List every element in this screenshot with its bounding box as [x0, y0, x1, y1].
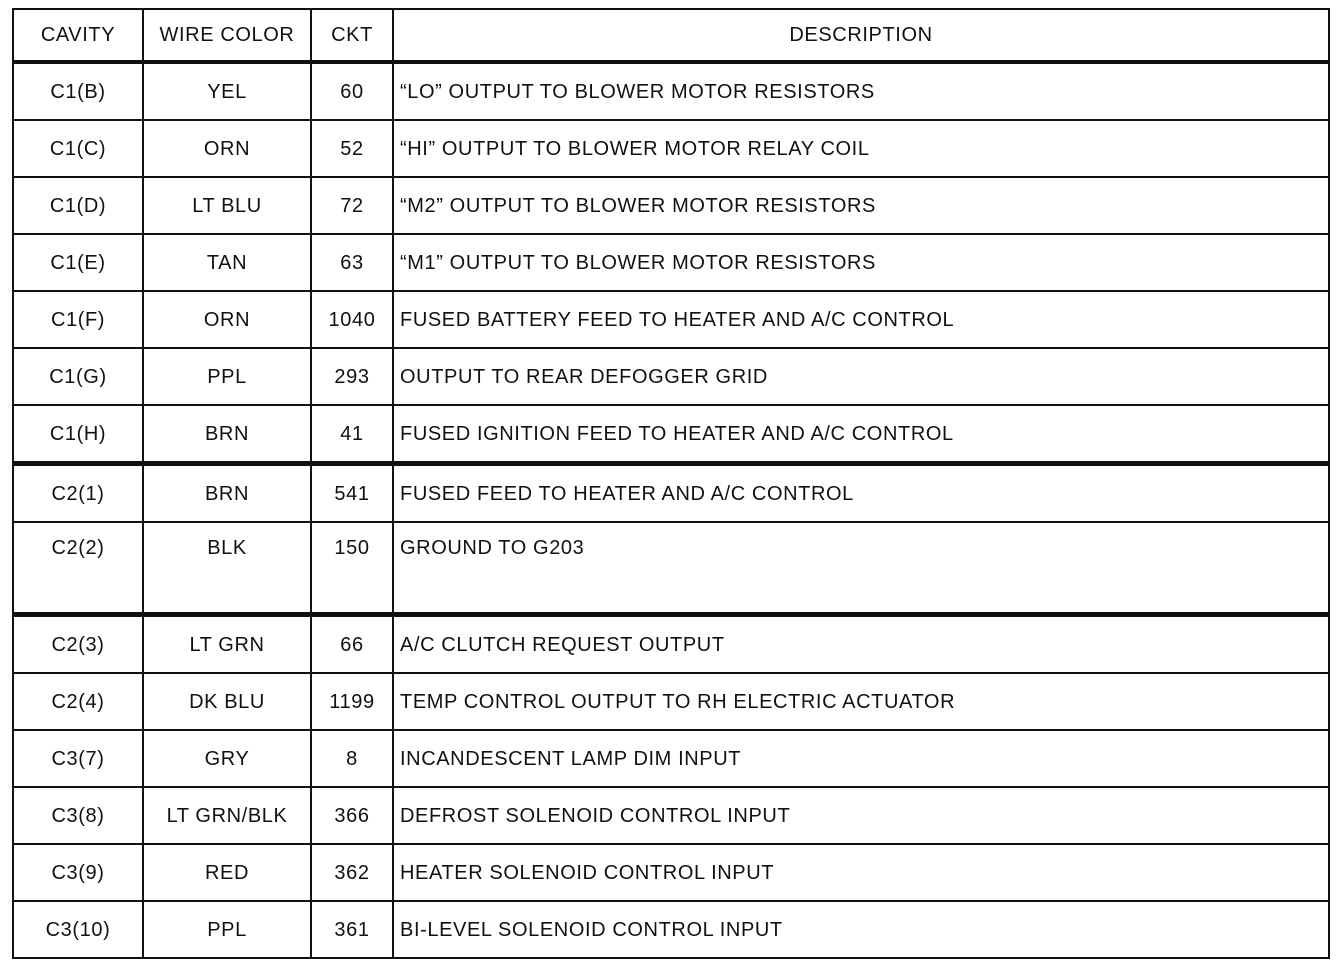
header-row: [14, 10, 1330, 64]
ckt-cell: 1040: [312, 292, 394, 349]
table-row: [14, 178, 1330, 235]
cavity-cell: C1(H): [14, 406, 144, 463]
cavity-cell: C1(C): [14, 121, 144, 178]
wire-color-cell: ORN: [144, 292, 312, 349]
table-row: [14, 406, 1330, 463]
ckt-cell: 366: [312, 788, 394, 845]
cavity-cell: C3(9): [14, 845, 144, 902]
ckt-cell: 362: [312, 845, 394, 902]
wire-color-cell: BRN: [144, 463, 312, 523]
ckt-cell: 41: [312, 406, 394, 463]
description-cell: “M2” OUTPUT TO BLOWER MOTOR RESISTORS: [394, 178, 1330, 235]
ckt-cell: 150: [312, 523, 394, 614]
connector-pinout-table: [12, 8, 1330, 959]
description-cell: FUSED IGNITION FEED TO HEATER AND A/C CONTROL: [394, 406, 1330, 463]
wire-color-cell: GRY: [144, 731, 312, 788]
wire-color-cell: YEL: [144, 64, 312, 121]
table-row: [14, 523, 1330, 614]
wire-color-cell: BLK: [144, 523, 312, 614]
cavity-cell: C3(10): [14, 902, 144, 959]
ckt-cell: 541: [312, 463, 394, 523]
wire-color-cell: LT BLU: [144, 178, 312, 235]
wire-color-cell: BRN: [144, 406, 312, 463]
table-row: [14, 788, 1330, 845]
table-row: [14, 674, 1330, 731]
description-cell: BI-LEVEL SOLENOID CONTROL INPUT: [394, 902, 1330, 959]
table-row: [14, 64, 1330, 121]
ckt-cell: 293: [312, 349, 394, 406]
table-row: [14, 121, 1330, 178]
wire-color-cell: ORN: [144, 121, 312, 178]
description-cell: TEMP CONTROL OUTPUT TO RH ELECTRIC ACTUATOR: [394, 674, 1330, 731]
header-wire-color: WIRE COLOR: [144, 10, 312, 64]
ckt-cell: 63: [312, 235, 394, 292]
wire-color-cell: LT GRN/BLK: [144, 788, 312, 845]
cavity-cell: C1(F): [14, 292, 144, 349]
table-row: [14, 731, 1330, 788]
cavity-cell: C1(G): [14, 349, 144, 406]
ckt-cell: 361: [312, 902, 394, 959]
ckt-cell: 1199: [312, 674, 394, 731]
wire-color-cell: LT GRN: [144, 614, 312, 674]
table-row: [14, 235, 1330, 292]
table-row: [14, 349, 1330, 406]
cavity-cell: C2(4): [14, 674, 144, 731]
description-cell: FUSED FEED TO HEATER AND A/C CONTROL: [394, 463, 1330, 523]
description-cell: “M1” OUTPUT TO BLOWER MOTOR RESISTORS: [394, 235, 1330, 292]
cavity-cell: C3(7): [14, 731, 144, 788]
wire-color-cell: PPL: [144, 902, 312, 959]
pinout-sheet: [12, 8, 1328, 958]
header-ckt: CKT: [312, 10, 394, 64]
ckt-cell: 52: [312, 121, 394, 178]
cavity-cell: C2(2): [14, 523, 144, 614]
description-cell: FUSED BATTERY FEED TO HEATER AND A/C CONTROL: [394, 292, 1330, 349]
table-row: [14, 902, 1330, 959]
description-cell: “LO” OUTPUT TO BLOWER MOTOR RESISTORS: [394, 64, 1330, 121]
table-row: [14, 845, 1330, 902]
ckt-cell: 72: [312, 178, 394, 235]
table-row: [14, 292, 1330, 349]
wire-color-cell: TAN: [144, 235, 312, 292]
wire-color-cell: PPL: [144, 349, 312, 406]
cavity-cell: C1(B): [14, 64, 144, 121]
description-cell: DEFROST SOLENOID CONTROL INPUT: [394, 788, 1330, 845]
cavity-cell: C3(8): [14, 788, 144, 845]
ckt-cell: 60: [312, 64, 394, 121]
ckt-cell: 66: [312, 614, 394, 674]
header-cavity: CAVITY: [14, 10, 144, 64]
cavity-cell: C1(D): [14, 178, 144, 235]
cavity-cell: C1(E): [14, 235, 144, 292]
wire-color-cell: DK BLU: [144, 674, 312, 731]
table-row: [14, 614, 1330, 674]
cavity-cell: C2(1): [14, 463, 144, 523]
description-cell: INCANDESCENT LAMP DIM INPUT: [394, 731, 1330, 788]
description-cell: HEATER SOLENOID CONTROL INPUT: [394, 845, 1330, 902]
description-cell: GROUND TO G203: [394, 523, 1330, 614]
table-row: [14, 463, 1330, 523]
header-description: DESCRIPTION: [394, 10, 1330, 64]
wire-color-cell: RED: [144, 845, 312, 902]
description-cell: “HI” OUTPUT TO BLOWER MOTOR RELAY COIL: [394, 121, 1330, 178]
description-cell: OUTPUT TO REAR DEFOGGER GRID: [394, 349, 1330, 406]
cavity-cell: C2(3): [14, 614, 144, 674]
ckt-cell: 8: [312, 731, 394, 788]
description-cell: A/C CLUTCH REQUEST OUTPUT: [394, 614, 1330, 674]
